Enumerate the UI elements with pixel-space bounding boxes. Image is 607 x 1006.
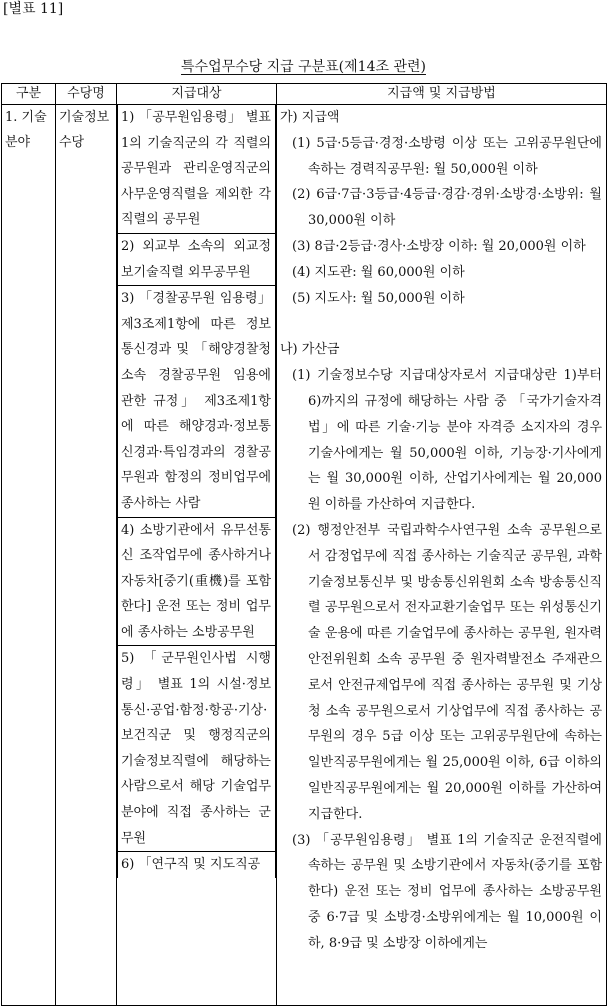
header-target: 지급대상: [117, 84, 277, 105]
target-item: 6) 「연구직 및 지도직공: [118, 852, 276, 878]
appendix-label: [별표 11]: [3, 1, 64, 17]
amount-item: (4) 지도관: 월 60,000원 이하: [292, 264, 465, 280]
allowance-table: [1, 83, 607, 1006]
target-item: 2) 외교부 소속의 외교정보기술직렬 외무공무원: [118, 233, 276, 285]
header-category: 구분: [2, 84, 56, 105]
amount-item: (3) 8급·2등급·경사·소방장 이하: 월 20,000원 이하: [292, 238, 586, 254]
category-cell: [2, 105, 56, 1006]
target-item: 3) 「경찰공무원 임용령」 제3조제1항에 따른 정보통신경과 및 「해양경찰청 소속 경찰공무원 임용에 관한 규정」 제3조제1항에 따른 해양경과·정보통신경과·특임경과의 경찰공무원과 함정의 정비업무에 종사하는 사람: [118, 286, 276, 517]
target-item: 1) 「공무원임용령」 별표 1의 기술직군의 각 직렬의 공무원과 관리운영직군의 사무운영직렬을 제외한 각 직렬의 공무원: [118, 105, 276, 233]
bonus-item: (2) 행정안전부 국립과학수사연구원 소속 공무원으로서 감정업무에 직접 종사하는 기술직군 공무원, 과학기술정보통신부 및 방송통신위원회 소속 방송통신직렬 공무원으로서 전자교환기술업무 또는 위성통신기술 운용에 따른 기술업무에 종사하는 공무원, 원자력안전위원회 소속 공무원 중 원자력발전소 주재관으로서 안전규제업무에 직접 종사하는 공무원 및 기상청 소속 공무원으로서 기상업무에 직접 종사하는 공무원의 경우 5급 이상 또는 고위공무원단에 속하는 일반직공무원에게는 월 25,000원 이하, 6급 이하의 일반직공무원에게는 월 20,000원 이하를 가산하여 지급한다.: [292, 522, 602, 822]
amount-item: (2) 6급·7급·3등급·4등급·경감·경위·소방경·소방위: 월 30,000원 이하: [292, 187, 602, 229]
method-heading-amount: 가) 지급액: [280, 110, 340, 125]
table-row: [2, 105, 607, 1006]
method-content: [277, 105, 606, 957]
document-title-text: 특수업무수당 지급 구분표(제14조 관련): [181, 59, 426, 75]
header-allowance: 수당명: [56, 84, 117, 105]
allowance-cell: [56, 105, 117, 1006]
amount-item: (5) 지도사: 월 50,000원 이하: [292, 290, 465, 306]
bonus-item: (3) 「공무원임용령」 별표 1의 기술직군 운전직렬에 속하는 공무원 및 소방기관에서 자동차(중기를 포함한다) 운전 또는 정비 업무에 종사하는 소방공무원 중 6·7급 및 소방경·소방위에게는 월 10,000원 이하, 8·9급 및 소방장 이하에게는: [292, 832, 602, 951]
target-item: 4) 소방기관에서 유무선통신 조작업무에 종사하거나 자동차[중기(重機)를 포함한다] 운전 또는 정비 업무에 종사하는 소방공무원: [118, 517, 276, 646]
document-title: [0, 58, 607, 76]
bonus-item: (1) 기술정보수당 지급대상자로서 지급대상란 1)부터 6)까지의 규정에 해당하는 사람 중 「국가기술자격법」에 따른 기술·기능 분야 자격증 소지자의 경우 기술사에게는 월 50,000원 이하, 기능장·기사에게는 월 30,000원 이하, 산업기사에게는 월 20,000원 이하를 가산하여 지급한다.: [292, 368, 602, 513]
category-text: 1. 기술분야: [5, 110, 47, 150]
method-heading-bonus: 나) 가산금: [280, 342, 340, 358]
header-method: 지급액 및 지급방법: [277, 84, 607, 105]
target-item: 5) 「군무원인사법 시행령」 별표 1의 시설·정보통신·공업·함정·항공·기상·보건직군 및 행정직군의 기술정보직렬에 해당하는 사람으로서 해당 기술업무 분야에 직접 종사하는 군무원: [118, 646, 276, 852]
table-header-row: [2, 84, 607, 105]
target-list: [117, 105, 276, 878]
target-cell: [117, 105, 277, 1006]
allowance-text: 기술정보수당: [59, 110, 110, 150]
amount-item: (1) 5급·5등급·경정·소방령 이상 또는 고위공무원단에 속하는 경력직공무원: 월 50,000원 이하: [292, 135, 602, 177]
method-cell: [277, 105, 607, 1006]
